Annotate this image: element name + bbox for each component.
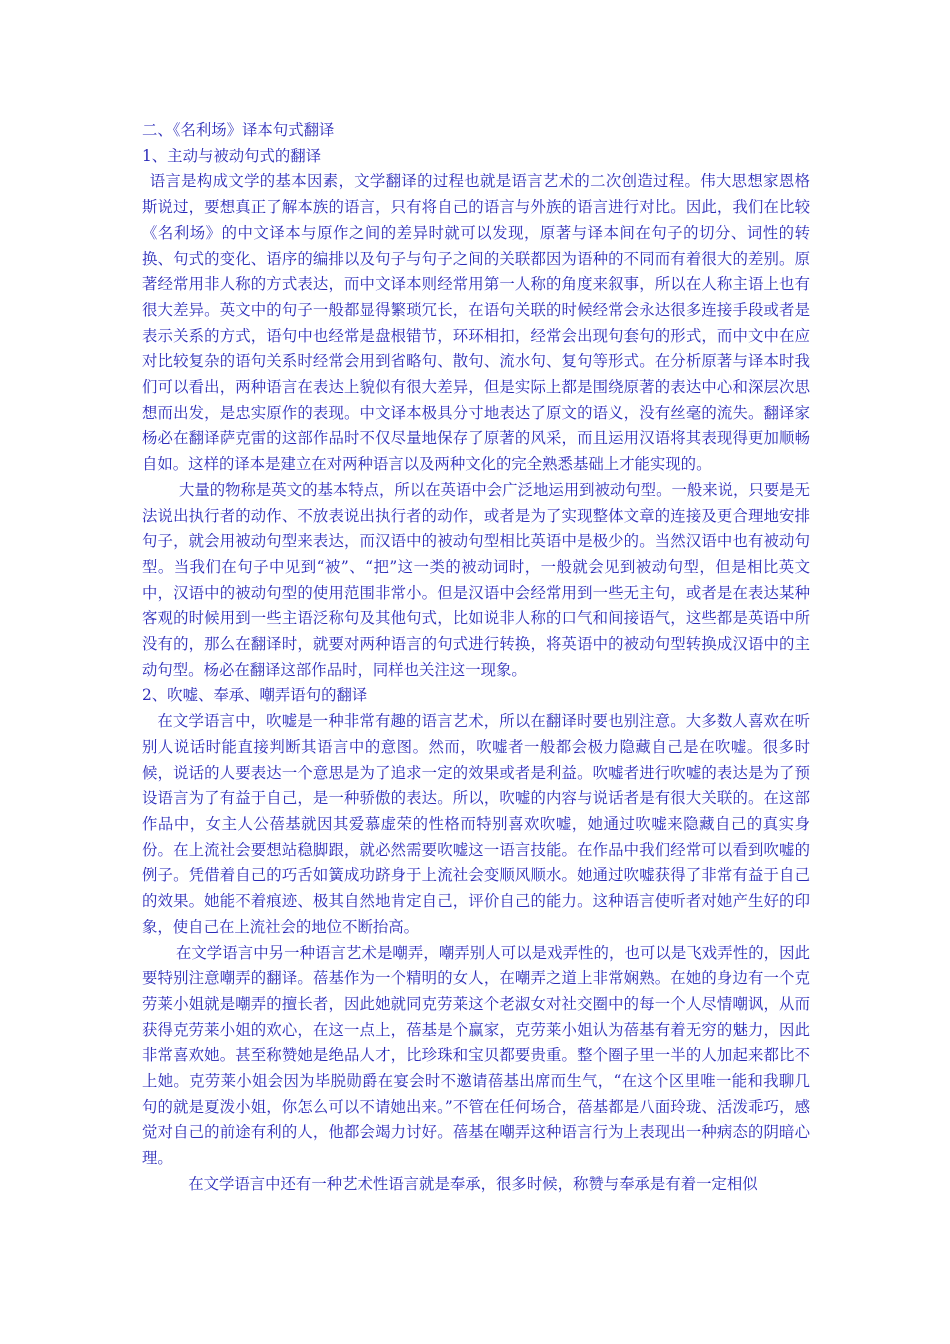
section-title: 二、《名利场》译本句式翻译 [142, 121, 335, 139]
paragraph-mockery: 在文学语言中另一种语言艺术是嘲弄，嘲弄别人可以是戏弄性的，也可以是飞戏弄性的，因此要特别注意嘲弄的翻译。蓓基作为一个精明的女人，在嘲弄之道上非常娴熟。在她的身边有一个克劳莱小姐就是嘲弄的擅长者，因此她就同克劳莱这个老淑女对社交圈中的每一个人尽情嘲讽，从而获得克劳莱小姐的欢心，在这一点上，蓓基是个赢家，克劳莱小姐认为蓓基有着无穷的魅力，因此非常喜欢她。甚至称赞她是绝品人才，比珍珠和宝贝都要贵重。整个圈子里一半的人加起来都比不上她。克劳莱小姐会因为毕脱勋爵在宴会时不邀请蓓基出席而生气，“在这个区里唯一能和我聊几句的就是夏泼小姐，你怎么可以不请她出来。”不管在任何场合，蓓基都是八面玲珑、活泼乖巧，感觉对自己的前途有利的人，他都会竭力讨好。蓓基在嘲弄这种语言行为上表现出一种病态的阴暗心理。 [142, 943, 810, 1168]
paragraph-language-intro: 语言是构成文学的基本因素，文学翻译的过程也就是语言艺术的二次创造过程。伟大思想家恩格斯说过，要想真正了解本族的语言，只有将自己的语言与外族的语言进行对比。因此，我们在比较《名利场》的中文译本与原作之间的差异时就可以发现，原著与译本间在句子的切分、词性的转换、句式的变化、语序的编排以及句子与句子之间的关联都因为语种的不同而有着很大的差别。原著经常用非人称的方式表达，而中文译本则经常用第一人称的角度来叙事，所以在人称主语上也有很大差异。英文中的句子一般都显得繁琐冗长，在语句关联的时候经常会永达很多连接手段或者是表示关系的方式，语句中也经常是盘根错节，环环相扣，经常会出现句套句的形式，而中文中在应对比较复杂的语句关系时经常会用到省略句、散句、流水句、复句等形式。在分析原著与译本时我们可以看出，两种语言在表达上貌似有很大差异，但是实际上都是围绕原著的表达中心和深层次思想而出发，是忠实原作的表现。中文译本极具分寸地表达了原文的语义，没有丝毫的流失。翻译家杨必在翻译萨克雷的这部作品时不仅尽量地保存了原著的风采，而且运用汉语将其表现得更加顺畅自如。这样的译本是建立在对两种语言以及两种文化的完全熟悉基础上才能实现的。 [142, 172, 810, 474]
subsection-title-1: 1、主动与被动句式的翻译 [142, 146, 322, 165]
paragraph-flattery: 在文学语言中还有一种艺术性语言就是奉承，很多时候，称赞与奉承是有着一定相似 [188, 1174, 758, 1193]
paragraph-boasting: 在文学语言中，吹嘘是一种非常有趣的语言艺术，所以在翻译时要也别注意。大多数人喜欢在听别人说话时能直接判断其语言中的意图。然而，吹嘘者一般都会极力隐藏自己是在吹嘘。很多时候，说话的人要表达一个意思是为了追求一定的效果或者是利益。吹嘘者进行吹嘘的表达是为了预设语言为了有益于自己，是一种骄傲的表达。所以，吹嘘的内容与说话者是有很大关联的。在这部作品中，女主人公蓓基就因其爱慕虚荣的性格而特别喜欢吹嘘，她通过吹嘘来隐藏自己的真实身份。在上流社会要想站稳脚跟，就必然需要吹嘘这一语言技能。在作品中我们经常可以看到吹嘘的例子。凭借着自己的巧舌如簧成功跻身于上流社会变顺风顺水。她通过吹嘘获得了非常有益于自己的效果。她能不着痕迹、极其自然地肯定自己，评价自己的能力。这种语言使听者对她产生好的印象，使自己在上流社会的地位不断抬高。 [142, 712, 810, 936]
paragraph-passive-voice: 大量的物称是英文的基本特点，所以在英语中会广泛地运用到被动句型。一般来说，只要是无法说出执行者的动作、不放表说出执行者的动作，或者是为了实现整体文章的连接及更合理地安排句子，就会用被动句型来表达，而汉语中的被动句型相比英语中是极少的。当然汉语中也有被动句型。当我们在句子中见到“被”、“把”这一类的被动词时，一般就会见到被动句型，但是相比英文中，汉语中的被动句型的使用范围非常小。但是汉语中会经常用到一些无主句，或者是在表达某种客观的时候用到一些主语泛称句及其他句式，比如说非人称的口气和间接语气，这些都是英语中所没有的，那么在翻译时，就要对两种语言的句式进行转换，将英语中的被动句型转换成汉语中的主动句型。杨必在翻译这部作品时，同样也关注这一现象。 [142, 480, 810, 679]
subsection-title-2: 2、吹嘘、奉承、嘲弄语句的翻译 [142, 686, 368, 705]
document-body [142, 118, 810, 1198]
